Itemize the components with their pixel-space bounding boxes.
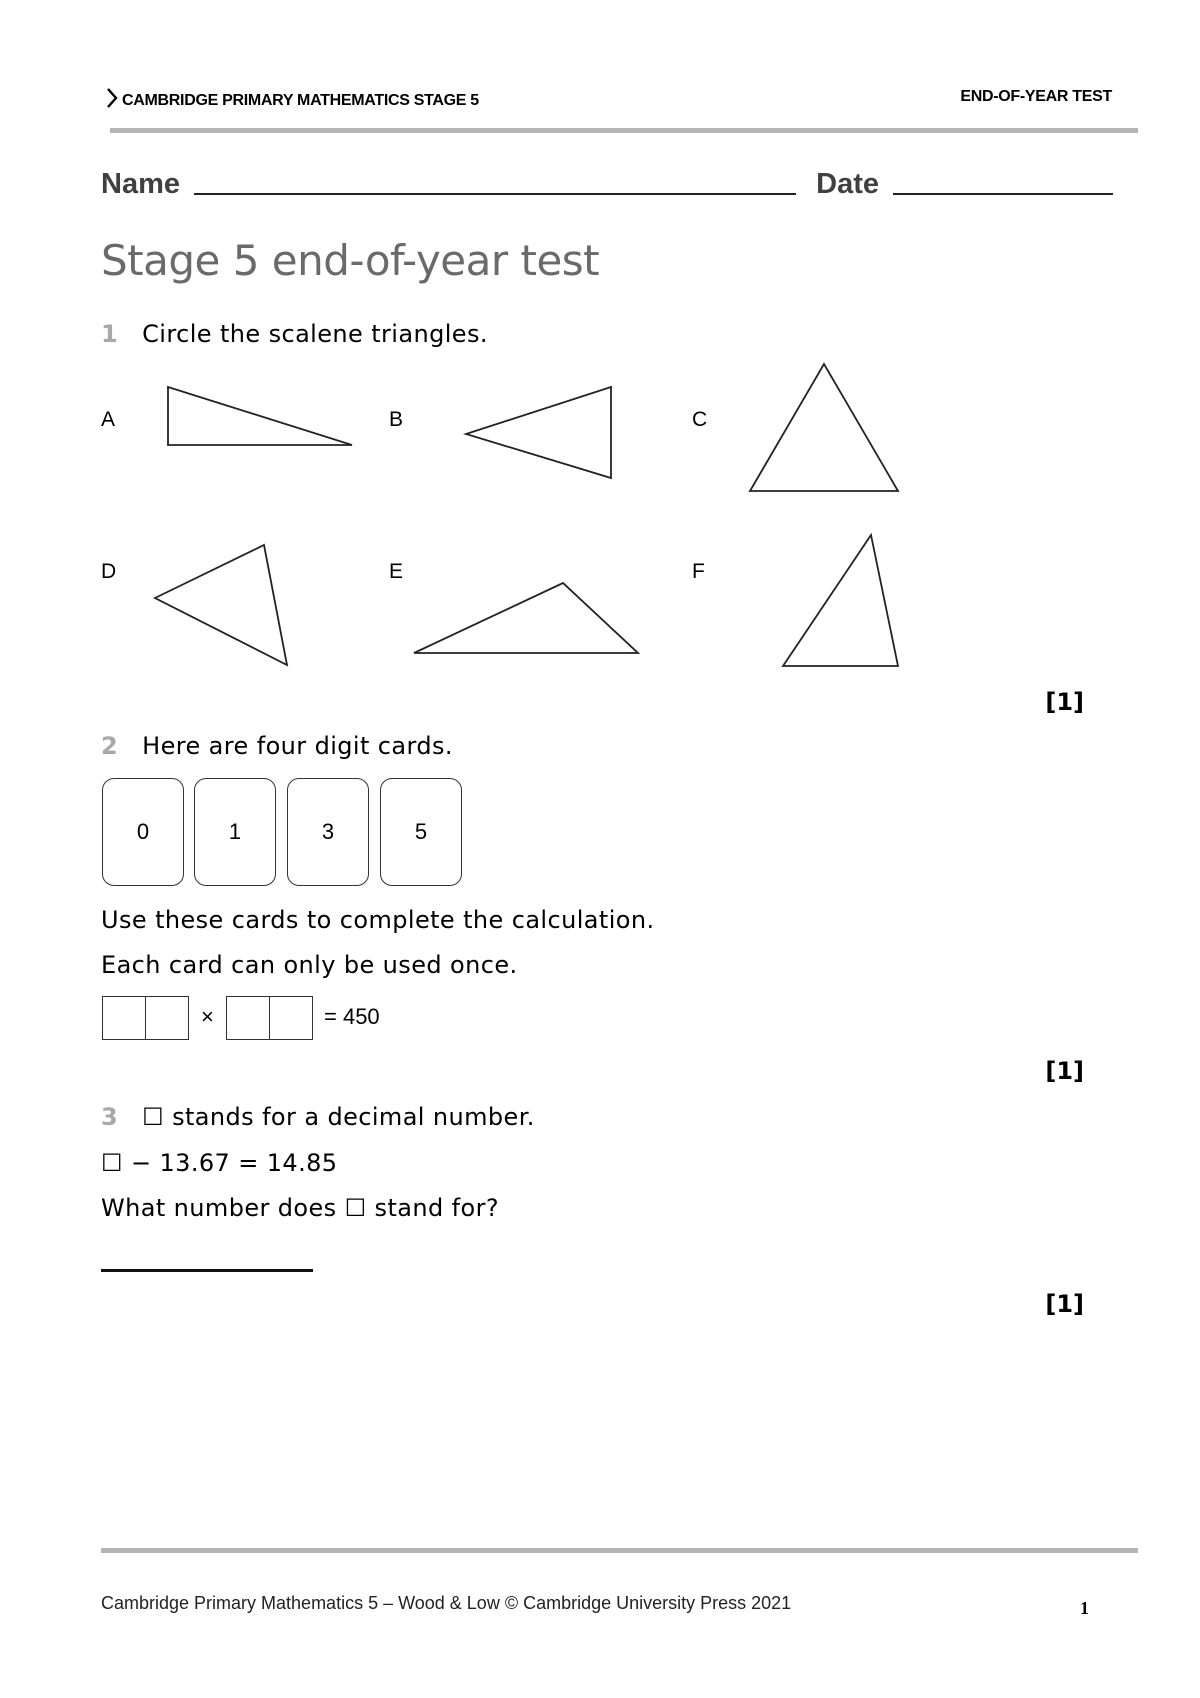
question-number: 1 (101, 320, 119, 348)
triangle-e[interactable] (414, 583, 638, 653)
footer-divider (101, 1548, 1138, 1553)
times-sign: × (201, 1004, 214, 1029)
question-number: 3 (101, 1103, 119, 1131)
q1-mark: [1] (1045, 688, 1084, 716)
triangle-label-f: F (692, 560, 705, 583)
q2-mark: [1] (1045, 1057, 1084, 1085)
running-header-right: END-OF-YEAR TEST (960, 88, 1112, 105)
answer-box[interactable] (102, 996, 146, 1040)
answer-box[interactable] (226, 996, 270, 1040)
triangle-label-b: B (389, 408, 404, 431)
triangle-a[interactable] (168, 387, 352, 445)
digit-card[interactable]: 1 (194, 778, 276, 886)
digit-card[interactable]: 0 (102, 778, 184, 886)
triangle-label-d: D (101, 560, 117, 583)
instruction-line-2: Each card can only be used once. (101, 951, 518, 979)
q3-mark: [1] (1045, 1290, 1084, 1318)
footer-credit: Cambridge Primary Mathematics 5 – Wood & Low © Cambridge University Press 2021 (101, 1593, 792, 1613)
question-prompt: What number does ☐ stand for? (101, 1194, 499, 1222)
question-text: Here are four digit cards. (142, 732, 453, 760)
digit-card[interactable]: 3 (287, 778, 369, 886)
series-title: CAMBRIDGE PRIMARY MATHEMATICS STAGE 5 (122, 92, 479, 109)
answer-line[interactable] (101, 1269, 313, 1272)
triangles-figure (0, 0, 1200, 700)
triangle-label-a: A (101, 408, 116, 431)
triangle-c[interactable] (750, 364, 898, 491)
answer-box[interactable] (269, 996, 313, 1040)
triangle-f[interactable] (783, 535, 898, 666)
triangle-d[interactable] (155, 545, 287, 665)
digit-card[interactable]: 5 (380, 778, 462, 886)
answer-box[interactable] (145, 996, 189, 1040)
question-3 (101, 1103, 535, 1131)
triangle-b[interactable] (466, 387, 611, 478)
page-title: Stage 5 end-of-year test (101, 236, 600, 285)
question-text: ☐ stands for a decimal number. (142, 1103, 535, 1131)
instruction-line-1: Use these cards to complete the calculation. (101, 906, 655, 934)
date-label: Date (816, 168, 879, 200)
calculation-result: = 450 (324, 1004, 380, 1029)
name-label: Name (101, 168, 180, 200)
question-2 (101, 732, 453, 760)
triangle-label-e: E (389, 560, 404, 583)
question-text: Circle the scalene triangles. (142, 320, 488, 348)
triangle-label-c: C (692, 408, 708, 431)
page-number: 1 (1080, 1598, 1089, 1618)
question-number: 2 (101, 732, 119, 760)
equation: ☐ − 13.67 = 14.85 (101, 1149, 338, 1177)
